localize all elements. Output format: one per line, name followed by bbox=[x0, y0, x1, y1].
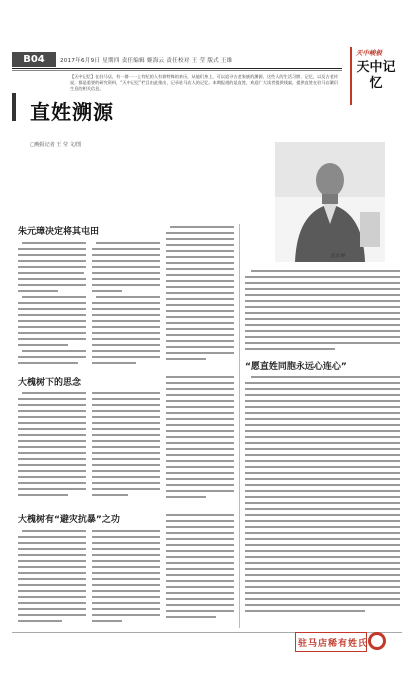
photo-caption: 直宏林 bbox=[330, 253, 346, 259]
column-name: 天中记忆 bbox=[356, 60, 396, 91]
text-lines bbox=[166, 374, 234, 506]
body-column-3b bbox=[92, 528, 160, 628]
text-lines bbox=[245, 268, 400, 354]
text-lines bbox=[166, 224, 234, 368]
section-heading-2: 大槐树下的思念 bbox=[18, 378, 82, 388]
column-tag: 天中峻极 bbox=[356, 49, 382, 57]
footer-logo-inner bbox=[371, 635, 383, 647]
section-heading-4: “愿直姓同胞永远心连心” bbox=[245, 362, 347, 372]
body-column-3c bbox=[166, 512, 234, 628]
text-lines bbox=[92, 528, 160, 628]
text-lines bbox=[18, 528, 86, 628]
lead-paragraph: 【天中记忆】在驻马店，有一群一一上有纪的人有着特殊的来历，从他们身上，可以追寻古老家族的渊源，这些人的生活习惯、记忆，以及古老传说，都是重要的研究资料，“天中记忆”栏目由此推出，记录驻马店人的记忆。本期报道的是直姓，欢迎广大读者提供线索，提供直姓在驻马店繁衍生息的相关信息。 bbox=[70, 74, 339, 92]
text-lines bbox=[18, 390, 86, 506]
header-rule-thin bbox=[12, 70, 342, 71]
section-heading-3: 大槐树有“避灾抗暴”之功 bbox=[18, 515, 120, 525]
body-column-2b bbox=[92, 390, 160, 506]
body-column-right-bottom bbox=[245, 374, 400, 628]
column-divider bbox=[239, 224, 240, 628]
header-rule bbox=[12, 68, 342, 69]
portrait-illustration bbox=[275, 142, 385, 262]
byline: □晚报记者 王 莹 文/图 bbox=[30, 142, 82, 148]
body-column-1a bbox=[18, 240, 86, 368]
portrait-photo bbox=[275, 142, 385, 262]
body-column-right-top bbox=[245, 268, 400, 354]
page-meta: 2017年6月9日 星期四 责任编辑 姬海云 责任校对 王 莹 版式 王维 bbox=[60, 58, 233, 64]
section-heading-1: 朱元璋决定将其屯田 bbox=[18, 227, 100, 237]
text-lines bbox=[245, 374, 400, 628]
text-lines bbox=[166, 512, 234, 628]
text-lines bbox=[92, 390, 160, 506]
body-column-2c bbox=[166, 374, 234, 506]
body-column-1b bbox=[92, 240, 160, 368]
title-accent-bar bbox=[12, 93, 16, 121]
article-title: 直姓溯源 bbox=[30, 100, 114, 124]
text-lines bbox=[18, 240, 86, 368]
page-code-badge: B04 bbox=[12, 52, 56, 67]
body-column-3a bbox=[18, 528, 86, 628]
text-lines bbox=[92, 240, 160, 368]
footer-label: 驻马店稀有姓氏 bbox=[298, 639, 369, 649]
body-column-2a bbox=[18, 390, 86, 506]
body-column-1c bbox=[166, 224, 234, 368]
